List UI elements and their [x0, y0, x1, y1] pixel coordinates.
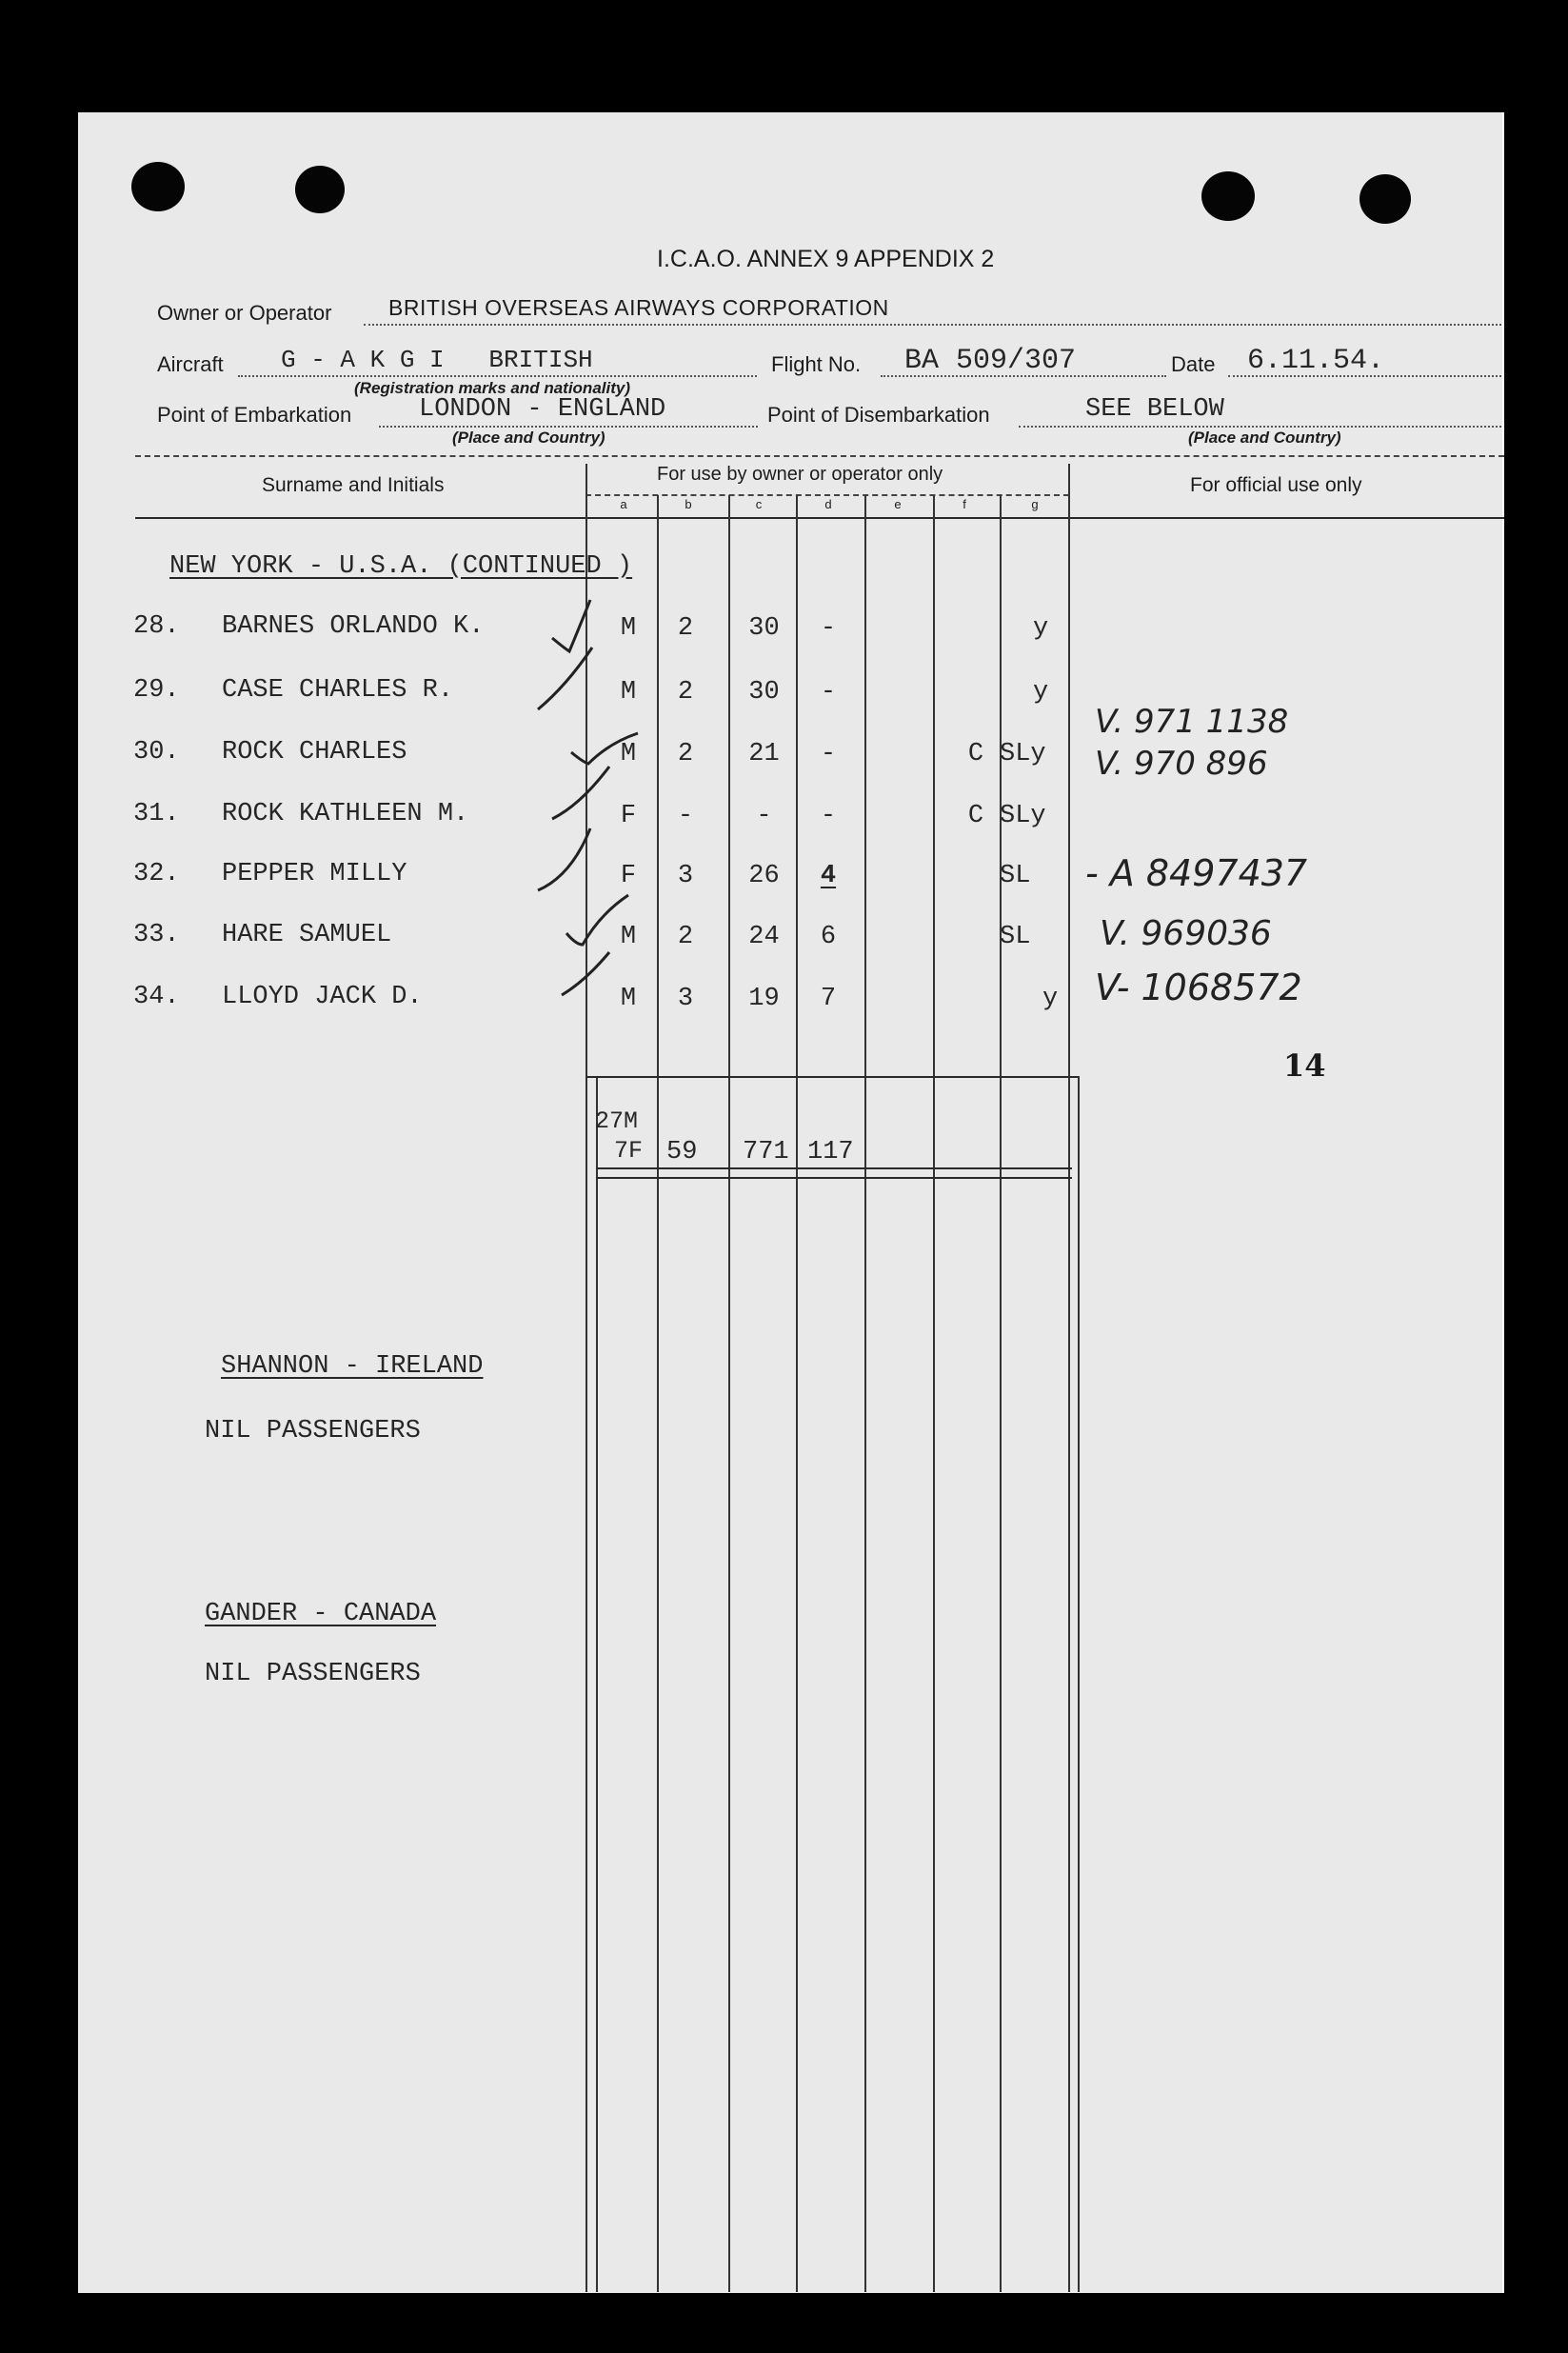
passenger-name: HARE SAMUEL	[222, 921, 392, 949]
section-shannon-heading: SHANNON - IRELAND	[221, 1352, 484, 1381]
passenger-col-d: 7	[820, 985, 837, 1013]
surname-header: Surname and Initials	[262, 474, 445, 496]
passenger-col-c: 30	[748, 678, 780, 707]
flight-value: BA 509/307	[904, 345, 1077, 377]
disembarkation-note: (Place and Country)	[1188, 429, 1341, 447]
punch-hole-3	[1201, 171, 1255, 221]
passenger-col-g: SL	[1000, 923, 1031, 951]
passenger-col-a: F	[620, 862, 637, 890]
passenger-name: ROCK KATHLEEN M.	[222, 800, 469, 828]
col-letter-f: f	[963, 497, 966, 511]
header-bottom-rule	[135, 517, 1504, 519]
punch-hole-2	[295, 166, 345, 213]
page-count: 14	[1283, 1047, 1326, 1084]
official-header: For official use only	[1190, 474, 1362, 496]
aircraft-dotted-line	[238, 375, 757, 377]
passenger-name: ROCK CHARLES	[222, 738, 407, 767]
passenger-no: 31.	[133, 800, 180, 828]
punch-hole-4	[1360, 174, 1411, 224]
passenger-col-c: 26	[748, 862, 780, 890]
total-a-top: 27M	[595, 1107, 639, 1135]
passenger-official-note: - A 8497437	[1085, 852, 1308, 894]
passenger-official-note: V- 1068572	[1095, 967, 1302, 1008]
passenger-col-d: -	[820, 678, 837, 707]
col-line-2	[596, 1076, 598, 2292]
passenger-col-c: 21	[748, 740, 780, 768]
passenger-col-g: y	[1042, 985, 1059, 1013]
passenger-col-c: 19	[748, 985, 780, 1013]
col-line-10	[1078, 1076, 1080, 2292]
passenger-col-a: M	[620, 678, 637, 707]
col-line-9	[1068, 464, 1070, 2292]
passenger-col-a: M	[620, 740, 637, 768]
col-line-5	[796, 495, 798, 2292]
passenger-name: CASE CHARLES R.	[222, 676, 454, 705]
passenger-col-d: -	[820, 740, 837, 768]
form-title: I.C.A.O. ANNEX 9 APPENDIX 2	[657, 246, 995, 272]
passenger-no: 28.	[133, 612, 180, 641]
check-mark-icon	[552, 600, 590, 651]
col-letter-b: b	[685, 497, 692, 511]
passenger-no: 32.	[133, 860, 180, 888]
col-line-3	[657, 495, 659, 2292]
passenger-col-d: 4	[820, 862, 837, 890]
flight-label: Flight No.	[771, 352, 862, 376]
passenger-col-g: SLy	[1000, 802, 1046, 830]
operator-header: For use by owner or operator only	[657, 464, 943, 485]
col-letter-e: e	[894, 497, 902, 511]
passenger-col-b: 2	[677, 678, 694, 707]
passenger-col-d: -	[820, 614, 837, 643]
passenger-col-g: y	[1033, 678, 1049, 707]
passenger-no: 33.	[133, 921, 180, 949]
passenger-col-d: -	[820, 802, 837, 830]
owner-dotted-line	[364, 324, 1501, 326]
passenger-col-b: 3	[677, 862, 694, 890]
disembarkation-value: SEE BELOW	[1085, 395, 1224, 424]
totals-rule-1	[596, 1167, 1072, 1169]
passenger-col-c: -	[756, 802, 772, 830]
section-gander-heading: GANDER - CANADA	[205, 1600, 437, 1628]
passenger-col-g: SL	[1000, 862, 1031, 890]
passenger-col-f: C	[967, 802, 984, 830]
aircraft-label: Aircraft	[157, 352, 224, 376]
disembarkation-label: Point of Disembarkation	[767, 403, 990, 427]
col-letter-c: c	[755, 497, 763, 511]
disembarkation-dotted-line	[1019, 426, 1501, 428]
date-label: Date	[1171, 352, 1216, 376]
col-line-7	[933, 495, 935, 2292]
passenger-name: PEPPER MILLY	[222, 860, 407, 888]
passenger-col-b: -	[677, 802, 694, 830]
passenger-official-note: V. 969036	[1100, 914, 1272, 953]
passenger-col-a: M	[620, 985, 637, 1013]
check-mark-icon	[571, 733, 638, 764]
passenger-col-c: 30	[748, 614, 780, 643]
section-new-york-heading: NEW YORK - U.S.A. (CONTINUED )	[169, 552, 633, 581]
embarkation-dotted-line	[379, 426, 758, 428]
check-mark-icon	[566, 895, 628, 945]
sheet-edge	[1502, 112, 1504, 2293]
owner-value: BRITISH OVERSEAS AIRWAYS CORPORATION	[388, 295, 889, 320]
total-d: 117	[807, 1138, 854, 1167]
passenger-col-b: 2	[677, 614, 694, 643]
passenger-col-g: SLy	[1000, 740, 1046, 768]
check-mark-icon	[538, 828, 590, 890]
col-letter-a: a	[620, 497, 627, 511]
embarkation-label: Point of Embarkation	[157, 403, 352, 427]
totals-top-rule	[586, 1076, 1078, 1078]
passenger-col-b: 3	[677, 985, 694, 1013]
passenger-col-a: M	[620, 923, 637, 951]
total-c: 771	[743, 1138, 789, 1167]
punch-hole-1	[131, 162, 185, 211]
totals-rule-2	[596, 1177, 1072, 1179]
passenger-name: BARNES ORLANDO K.	[222, 612, 485, 641]
col-letter-g: g	[1031, 497, 1039, 511]
passenger-col-d: 6	[820, 923, 837, 951]
passenger-col-g: y	[1033, 614, 1049, 643]
passenger-col-b: 2	[677, 923, 694, 951]
check-mark-icon	[538, 648, 592, 709]
col-line-4	[728, 495, 730, 2292]
section-shannon-text: NIL PASSENGERS	[205, 1417, 421, 1446]
embarkation-value: LONDON - ENGLAND	[419, 395, 666, 424]
embarkation-note: (Place and Country)	[452, 429, 605, 447]
passenger-official-note: V. 971 1138	[1095, 703, 1289, 741]
passenger-col-b: 2	[677, 740, 694, 768]
aircraft-value: G - A K G I BRITISH	[281, 346, 593, 374]
passenger-no: 30.	[133, 738, 180, 767]
check-mark-icon	[552, 767, 609, 819]
date-value: 6.11.54.	[1247, 345, 1385, 377]
check-mark-icon	[562, 952, 609, 995]
total-a-bottom: 7F	[614, 1137, 644, 1165]
passenger-col-c: 24	[748, 923, 780, 951]
total-b: 59	[666, 1138, 698, 1167]
passenger-no: 34.	[133, 983, 180, 1011]
passenger-name: LLOYD JACK D.	[222, 983, 423, 1011]
passenger-col-f: C	[967, 740, 984, 768]
owner-label: Owner or Operator	[157, 301, 332, 325]
passenger-no: 29.	[133, 676, 180, 705]
check-marks	[533, 590, 647, 1009]
col-letter-d: d	[824, 497, 832, 511]
passenger-official-note: V. 970 896	[1095, 745, 1268, 783]
passenger-col-a: F	[620, 802, 637, 830]
col-line-6	[864, 495, 866, 2292]
section-gander-text: NIL PASSENGERS	[205, 1660, 421, 1688]
header-top-rule	[135, 455, 1504, 457]
passenger-col-a: M	[620, 614, 637, 643]
aircraft-note: (Registration marks and nationality)	[354, 379, 630, 397]
